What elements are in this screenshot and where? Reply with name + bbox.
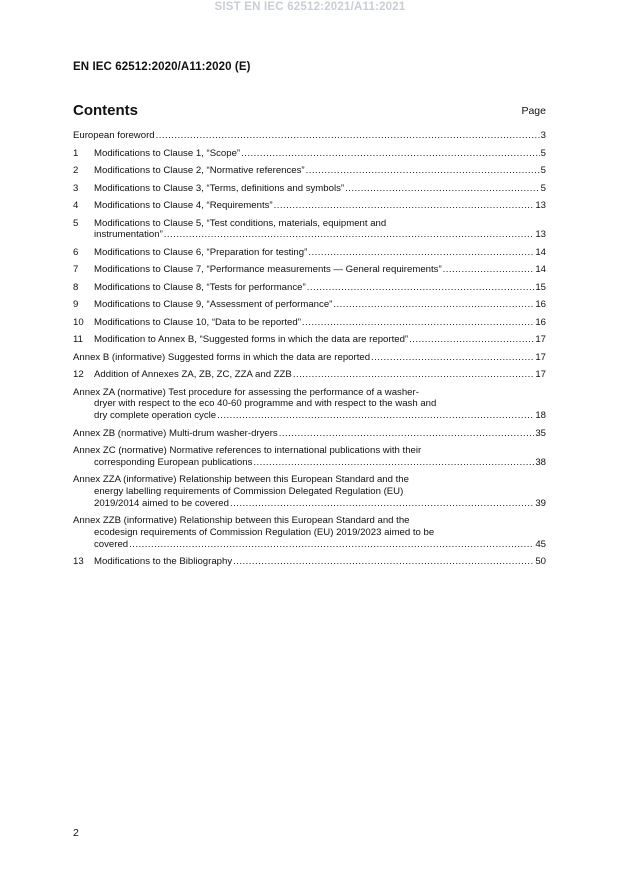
- toc-entry-page-number: 5: [540, 182, 546, 194]
- toc-entry[interactable]: [73, 218, 546, 241]
- toc-entry-page-number: 14: [535, 264, 546, 276]
- toc-entry[interactable]: [73, 387, 546, 422]
- dot-leader: [302, 317, 534, 329]
- toc-entry-page-number: 17: [535, 334, 546, 346]
- dot-leader: [443, 264, 535, 276]
- toc-entry-number: 3: [73, 182, 79, 194]
- toc-entry-page-number: 15: [535, 281, 546, 293]
- toc-entry[interactable]: [73, 428, 546, 440]
- toc-entry-number: 11: [73, 334, 83, 346]
- dot-leader: [306, 165, 540, 177]
- standard-identifier: EN IEC 62512:2020/A11:2020 (E): [73, 61, 251, 73]
- dot-leader: [156, 130, 540, 142]
- toc-entry-number: 6: [73, 246, 79, 258]
- dot-leader: [241, 148, 540, 160]
- toc-entry-page-number: 39: [535, 497, 546, 509]
- toc-entry-number: 10: [73, 316, 84, 328]
- toc-entry-page-number: 5: [540, 165, 546, 176]
- toc-entry-page-number: 35: [535, 427, 546, 439]
- toc-entry[interactable]: [73, 130, 546, 142]
- table-of-contents: [73, 130, 546, 568]
- toc-entry-title-line: dry complete operation cycle: [94, 410, 217, 422]
- toc-entry[interactable]: [73, 200, 546, 212]
- toc-entry[interactable]: [73, 148, 546, 160]
- toc-entry-page-number: 38: [535, 456, 546, 468]
- toc-entry-number: 7: [73, 264, 79, 276]
- toc-entry-page-number: 45: [535, 538, 546, 550]
- dot-leader: [371, 352, 534, 364]
- contents-title: Contents: [73, 102, 138, 119]
- toc-entry[interactable]: [73, 264, 546, 276]
- toc-entry[interactable]: [73, 165, 546, 177]
- dot-leader: [345, 183, 540, 195]
- toc-entry-title-line: Addition of Annexes ZA, ZB, ZC, ZZA and ZZB: [94, 369, 292, 381]
- toc-entry[interactable]: [73, 183, 546, 195]
- toc-entry-title-line: Modifications to Clause 8, “Tests for performance”: [94, 281, 306, 293]
- dot-leader: [274, 200, 535, 212]
- toc-entry[interactable]: [73, 369, 546, 381]
- toc-entry-title-line: Annex ZB (normative) Multi-drum washer-dryers: [73, 427, 278, 439]
- toc-entry-page-number: 16: [535, 299, 546, 311]
- toc-entry-page-number: 14: [535, 246, 546, 258]
- toc-entry-number: 5: [73, 217, 79, 229]
- dot-leader: [333, 299, 534, 311]
- dot-leader: [230, 498, 534, 510]
- toc-entry-number: 8: [73, 281, 79, 293]
- toc-entry-number: 4: [73, 200, 79, 211]
- toc-entry[interactable]: [73, 317, 546, 329]
- dot-leader: [253, 457, 534, 469]
- dot-leader: [233, 556, 534, 568]
- toc-entry-title-line: Modifications to Clause 9, “Assessment of performance”: [94, 299, 333, 311]
- toc-entry-page-number: 50: [535, 556, 546, 568]
- toc-entry-number: 1: [73, 147, 79, 159]
- toc-entry-page-number: 13: [535, 229, 546, 241]
- toc-entry-title-line: Modifications to Clause 10, “Data to be reported”: [94, 316, 301, 328]
- toc-entry-title-line: ecodesign requirements of Commission Regulation (EU) 2019/2023 aimed to be: [94, 526, 435, 538]
- dot-leader: [307, 282, 535, 294]
- toc-entry-title-line: Modification to Annex B, “Suggested forms in which the data are reported”: [94, 334, 409, 346]
- toc-entry[interactable]: [73, 556, 546, 568]
- toc-entry[interactable]: [73, 334, 546, 346]
- toc-entry-title-line: Modifications to Clause 7, “Performance measurements — General requirements”: [94, 264, 442, 276]
- toc-entry-number: 2: [73, 165, 79, 176]
- toc-entry-title-line: energy labelling requirements of Commission Delegated Regulation (EU): [94, 486, 404, 498]
- toc-entry-title-line: Modifications to Clause 4, “Requirements”: [94, 200, 273, 211]
- toc-entry[interactable]: [73, 282, 546, 294]
- toc-entry-title-line: 2019/2014 aimed to be covered: [94, 497, 229, 509]
- dot-leader: [164, 229, 535, 241]
- toc-entry-page-number: 3: [540, 130, 546, 141]
- toc-entry[interactable]: [73, 474, 546, 509]
- toc-entry[interactable]: [73, 299, 546, 311]
- page-column-label: Page: [521, 105, 546, 117]
- toc-entry-title-line: Annex ZC (normative) Normative references to international publications with their: [73, 445, 422, 457]
- dot-leader: [217, 410, 534, 422]
- toc-entry-title-line: Modifications to Clause 3, “Terms, definitions and symbols”: [94, 182, 345, 194]
- toc-entry-number: 12: [73, 369, 84, 381]
- toc-entry-number: 13: [73, 556, 84, 568]
- toc-entry-title-line: corresponding European publications: [94, 456, 253, 468]
- toc-entry-title-line: Annex B (informative) Suggested forms in which the data are reported: [73, 351, 371, 363]
- toc-entry-title-line: Modifications to Clause 6, “Preparation for testing”: [94, 246, 308, 258]
- toc-entry-page-number: 13: [535, 200, 546, 211]
- dot-leader: [308, 247, 534, 259]
- contents-header: [73, 102, 546, 122]
- toc-entry-title-line: Modifications to the Bibliography: [94, 556, 233, 568]
- toc-entry-title-line: dryer with respect to the eco 40-60 programme and with respect to the wash and: [94, 398, 437, 410]
- dot-leader: [279, 428, 535, 440]
- watermark: SIST EN IEC 62512:2021/A11:2021: [214, 1, 406, 13]
- toc-entry-page-number: 17: [535, 369, 546, 381]
- toc-entry-page-number: 18: [535, 410, 546, 422]
- toc-entry-title-line: Annex ZA (normative) Test procedure for assessing the performance of a washer-: [73, 386, 419, 398]
- toc-entry-title-line: Modifications to Clause 5, “Test conditions, materials, equipment and: [94, 217, 387, 229]
- toc-entry-title-line: Modifications to Clause 1, “Scope”: [94, 147, 241, 159]
- dot-leader: [409, 334, 534, 346]
- toc-entry-title-line: instrumentation”: [94, 229, 163, 241]
- toc-entry-title-line: covered: [94, 538, 129, 550]
- toc-entry-title-line: Annex ZZA (informative) Relationship between this European Standard and the: [73, 474, 409, 486]
- toc-entry-page-number: 16: [535, 316, 546, 328]
- dot-leader: [293, 369, 535, 381]
- toc-entry[interactable]: [73, 247, 546, 259]
- toc-entry-page-number: 5: [540, 147, 546, 159]
- toc-entry[interactable]: [73, 445, 546, 468]
- toc-entry-title-line: Modifications to Clause 2, “Normative references”: [94, 165, 305, 176]
- toc-entry-title-line: European foreword: [73, 130, 155, 141]
- toc-entry-title-line: Annex ZZB (informative) Relationship between this European Standard and the: [73, 515, 410, 527]
- dot-leader: [129, 539, 534, 551]
- toc-entry[interactable]: [73, 515, 546, 550]
- toc-entry-number: 9: [73, 299, 79, 311]
- toc-entry-page-number: 17: [535, 351, 546, 363]
- toc-entry[interactable]: [73, 352, 546, 364]
- footer-page-number: 2: [73, 827, 79, 839]
